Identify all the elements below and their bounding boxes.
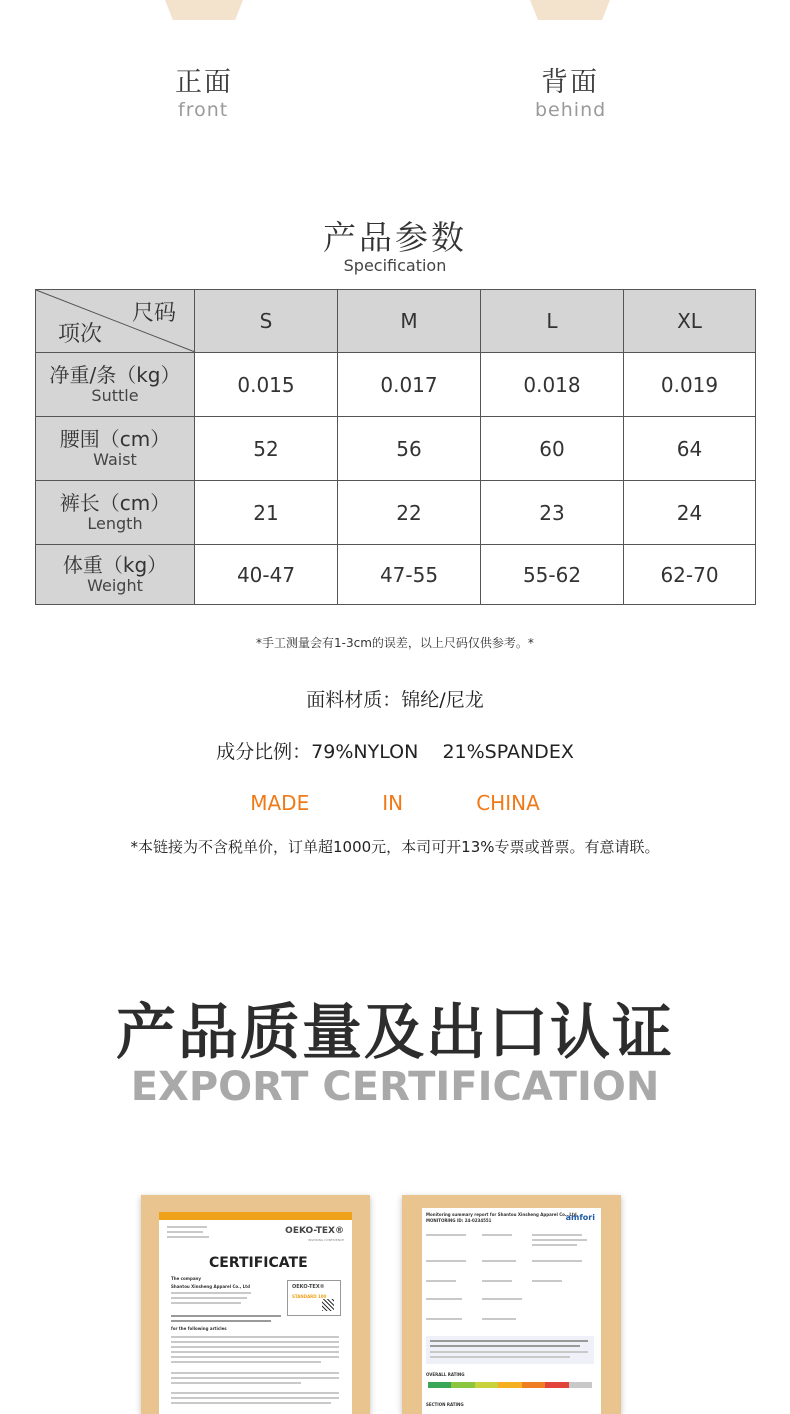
text-line	[482, 1280, 512, 1282]
text-line	[430, 1345, 580, 1347]
rating-segment-f	[545, 1382, 568, 1388]
row-label: 体重（kg）	[62, 552, 168, 577]
text-line	[430, 1340, 588, 1342]
item-header-label: 项次	[58, 322, 103, 347]
text-line	[171, 1351, 339, 1353]
text-line	[171, 1402, 331, 1404]
measurement-note: *手工测量会有1-3cm的误差，以上尺码仅供参考。*	[256, 636, 534, 650]
amfori-logo: amfori	[565, 1213, 595, 1222]
table-cell: 64	[624, 417, 756, 481]
spec-title: 产品参数	[323, 218, 467, 257]
company-name: Shantou Xinsheng Apparel Co., Ltd	[171, 1284, 250, 1289]
badge-standard: STANDARD 100	[292, 1294, 327, 1299]
size-col-s: S	[195, 290, 338, 353]
text-line	[171, 1361, 321, 1363]
table-cell: 56	[338, 417, 481, 481]
badge-brand: OEKO-TEX®	[292, 1284, 325, 1290]
fabric-material: 面料材质：锦纶/尼龙	[306, 689, 484, 711]
rating-segment-d	[498, 1382, 521, 1388]
corner-cell	[36, 290, 195, 353]
certificate-heading: CERTIFICATE	[209, 1255, 308, 1271]
front-garment-image	[165, 0, 243, 20]
table-row	[36, 545, 756, 605]
rating-segment-e	[522, 1382, 545, 1388]
table-cell: 23	[481, 481, 624, 545]
text-line	[171, 1346, 339, 1348]
oeko-certificate-frame	[141, 1195, 370, 1414]
oeko-brand-tag: INSPIRING CONFIDENCE	[308, 1238, 344, 1242]
table-cell: 55-62	[481, 545, 624, 605]
company-label: The company	[171, 1276, 201, 1281]
text-line	[426, 1318, 462, 1320]
table-cell: 0.017	[338, 353, 481, 417]
rating-segment-a	[428, 1382, 451, 1388]
tax-note: *本链接为不含税单价，订单超1000元，本司可开13%专票或普票。有意请联。	[130, 838, 660, 856]
table-row	[36, 417, 756, 481]
text-line	[532, 1244, 577, 1246]
overall-rating-label: OVERALL RATING	[426, 1372, 465, 1377]
table-row	[36, 353, 756, 417]
spec-subtitle: Specification	[343, 256, 447, 275]
text-line	[482, 1298, 522, 1300]
rating-segment-c	[475, 1382, 498, 1388]
qr-code-icon	[322, 1299, 334, 1311]
text-line	[532, 1280, 562, 1282]
front-sublabel: front	[178, 99, 229, 121]
text-line	[171, 1372, 339, 1374]
text-line	[171, 1320, 271, 1322]
text-line	[171, 1377, 339, 1379]
amfori-report-frame	[402, 1195, 621, 1414]
oeko-certificate-paper	[159, 1212, 352, 1414]
back-sublabel: behind	[535, 99, 607, 121]
table-cell: 21	[195, 481, 338, 545]
row-sublabel: Waist	[93, 449, 137, 469]
row-header-weight	[36, 545, 195, 605]
text-line	[482, 1234, 512, 1236]
text-line	[171, 1341, 339, 1343]
certification-subtitle: EXPORT CERTIFICATION	[130, 1064, 660, 1110]
rating-scale	[428, 1382, 592, 1388]
row-header-waist	[36, 417, 195, 481]
text-line	[532, 1239, 587, 1241]
oeko-brand: OEKO-TEX®	[285, 1226, 344, 1236]
text-line	[171, 1297, 247, 1299]
text-line	[171, 1315, 281, 1317]
table-cell: 52	[195, 417, 338, 481]
text-line	[430, 1351, 588, 1353]
table-cell: 62-70	[624, 545, 756, 605]
text-line	[482, 1318, 516, 1320]
size-col-m: M	[338, 290, 481, 353]
text-line	[171, 1336, 339, 1338]
table-cell: 0.018	[481, 353, 624, 417]
table-cell: 22	[338, 481, 481, 545]
text-line	[171, 1382, 301, 1384]
row-header-suttle	[36, 353, 195, 417]
certification-title: 产品质量及出口认证	[116, 998, 674, 1068]
text-line	[532, 1260, 582, 1262]
size-col-xl: XL	[624, 290, 756, 353]
rating-segment-none	[569, 1382, 592, 1388]
table-cell: 0.019	[624, 353, 756, 417]
text-line	[426, 1298, 462, 1300]
text-line	[426, 1234, 466, 1236]
row-header-length	[36, 481, 195, 545]
text-line	[171, 1292, 251, 1294]
table-row	[36, 481, 756, 545]
made-in-china: MADE IN CHINA	[250, 791, 540, 815]
table-cell: 60	[481, 417, 624, 481]
text-line	[430, 1356, 570, 1358]
row-label: 腰围（cm）	[59, 426, 171, 451]
row-sublabel: Suttle	[91, 385, 139, 405]
text-line	[426, 1280, 456, 1282]
report-header: Monitoring summary report for Shantou Xinsheng Apparel Co., Ltd.	[426, 1212, 579, 1217]
text-line	[171, 1392, 339, 1394]
monitoring-id: MONITORING ID: 24-0234551	[426, 1218, 492, 1223]
size-col-l: L	[481, 290, 624, 353]
articles-label: for the following articles	[171, 1326, 227, 1331]
back-garment-image	[530, 0, 610, 20]
size-table	[35, 289, 756, 605]
text-line	[167, 1231, 203, 1233]
table-header-row	[36, 290, 756, 353]
section-rating-label: SECTION RATING	[426, 1402, 464, 1407]
text-line	[171, 1356, 339, 1358]
row-sublabel: Weight	[87, 575, 143, 595]
text-line	[426, 1260, 466, 1262]
text-line	[482, 1260, 516, 1262]
standard-badge	[287, 1280, 341, 1316]
table-cell: 0.015	[195, 353, 338, 417]
composition-ratio: 成分比例：79%NYLON 21%SPANDEX	[216, 741, 574, 763]
back-label: 背面	[541, 67, 599, 98]
row-label: 裤长（cm）	[59, 490, 171, 515]
oeko-top-bar	[159, 1212, 352, 1220]
amfori-report-paper	[422, 1208, 601, 1414]
table-cell: 24	[624, 481, 756, 545]
row-sublabel: Length	[87, 513, 143, 533]
table-cell: 40-47	[195, 545, 338, 605]
text-line	[167, 1226, 207, 1228]
text-line	[171, 1397, 339, 1399]
table-cell: 47-55	[338, 545, 481, 605]
text-line	[171, 1302, 241, 1304]
info-box	[426, 1336, 594, 1364]
front-label: 正面	[175, 67, 233, 98]
size-header-label: 尺码	[131, 301, 176, 326]
text-line	[167, 1236, 209, 1238]
text-line	[532, 1234, 582, 1236]
row-label: 净重/条（kg）	[49, 362, 181, 387]
rating-segment-b	[451, 1382, 474, 1388]
